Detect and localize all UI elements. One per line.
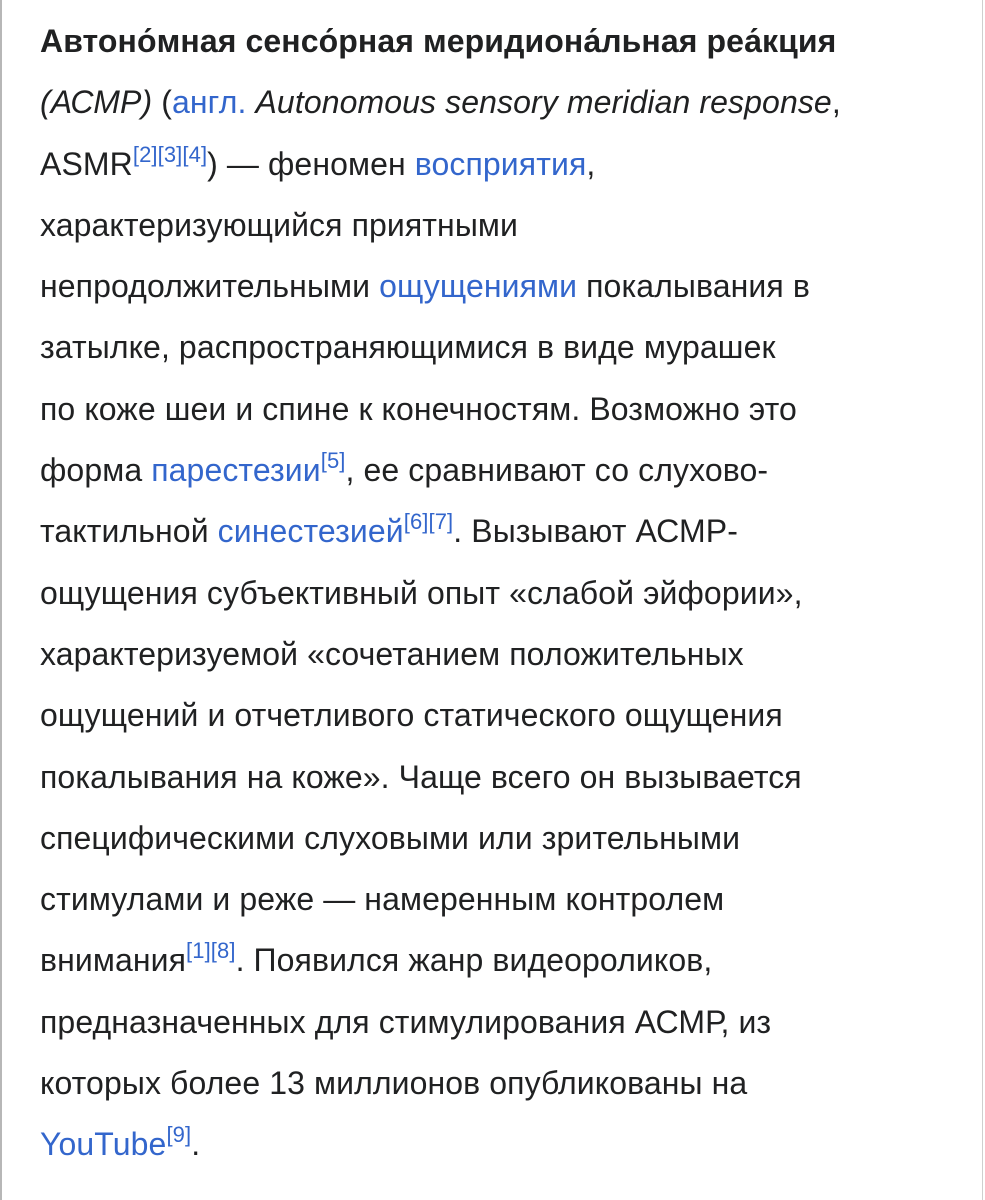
line-17: предназначенных для стимулирования АСМР, из [40,1003,772,1040]
line-7-end: , ее сравнивают со слухово- [345,452,769,489]
youtube-link[interactable]: YouTube [40,1126,167,1163]
line-11: характеризуемой «сочетанием положительных [40,635,744,672]
comma-2: , [586,145,596,182]
line-9 [40,501,975,562]
refs-youtube [166,1122,191,1147]
comma: , [831,84,841,121]
line-7: по коже шеи и спине к конечностям. Возможно это [40,390,797,427]
line-14: специфическими слуховыми или зрительными [40,819,741,856]
line-19 [40,1114,975,1175]
refs-synesthesia [404,509,454,534]
ref-link-6[interactable]: [6] [403,509,429,535]
english-term: Autonomous sensory meridian response [255,84,832,121]
line-12: ощущений и отчетливого статического ощущения [40,697,783,734]
sensations-link[interactable]: ощущениями [379,268,578,305]
line-1 [40,11,975,72]
ref-link-7[interactable]: [7] [428,509,454,535]
line-8 [40,440,975,501]
line-15: стимулами и реже — намеренным контролем [40,881,725,918]
line-10: ощущения субъективный опыт «слабой эйфории», [40,574,803,611]
ref-link-3[interactable]: [3] [157,141,183,167]
line-7-start: форма [40,452,152,489]
final-period: . [191,1126,201,1163]
ref-link-2[interactable]: [2] [132,141,158,167]
line-8-start: тактильной [40,513,218,550]
refs-title [133,142,207,167]
ref-link-5[interactable]: [5] [320,448,346,474]
paresthesia-link[interactable]: парестезии [151,452,321,489]
line-15-start: внимания [40,942,187,979]
perception-link[interactable]: восприятия [414,145,587,182]
ref-link-1[interactable]: [1] [186,938,211,964]
synesthesia-link[interactable]: синестезией [217,513,404,550]
ref-link-9[interactable]: [9] [166,1122,192,1148]
line-5 [40,256,975,317]
after-refs-text: ) — феномен [207,145,415,182]
line-13: покалывания на коже». Чаще всего он вызывается [40,758,802,795]
line-16 [40,930,975,991]
article-term-title: Автоно́мная сенсо́рная меридиона́льная реа́кция [40,23,837,59]
line-8-end: . Вызывают АСМР- [453,513,738,550]
article-paragraph [40,11,975,1176]
ref-link-4[interactable]: [4] [182,141,208,167]
line-18: которых более 13 миллионов опубликованы на [40,1065,748,1102]
asmr-abbr: ASMR [40,145,133,182]
english-language-link[interactable]: англ. [171,84,247,121]
ref-link-8[interactable]: [8] [210,938,236,964]
line-4-end: покалывания в [577,268,810,305]
refs-paresthesia [321,448,346,473]
line-6: затылке, распространяющимися в виде мурашек [40,329,776,366]
paren-open: ( [161,84,172,121]
line-15-end: . Появился жанр видеороликов, [235,942,713,979]
line-4: характеризующийся приятными [40,206,518,243]
article-abbreviation: (АСМР) [40,84,153,121]
line-4-start: непродолжительными [40,268,380,305]
line-2 [40,72,975,133]
line-3 [40,134,975,195]
refs-attention [186,938,236,963]
